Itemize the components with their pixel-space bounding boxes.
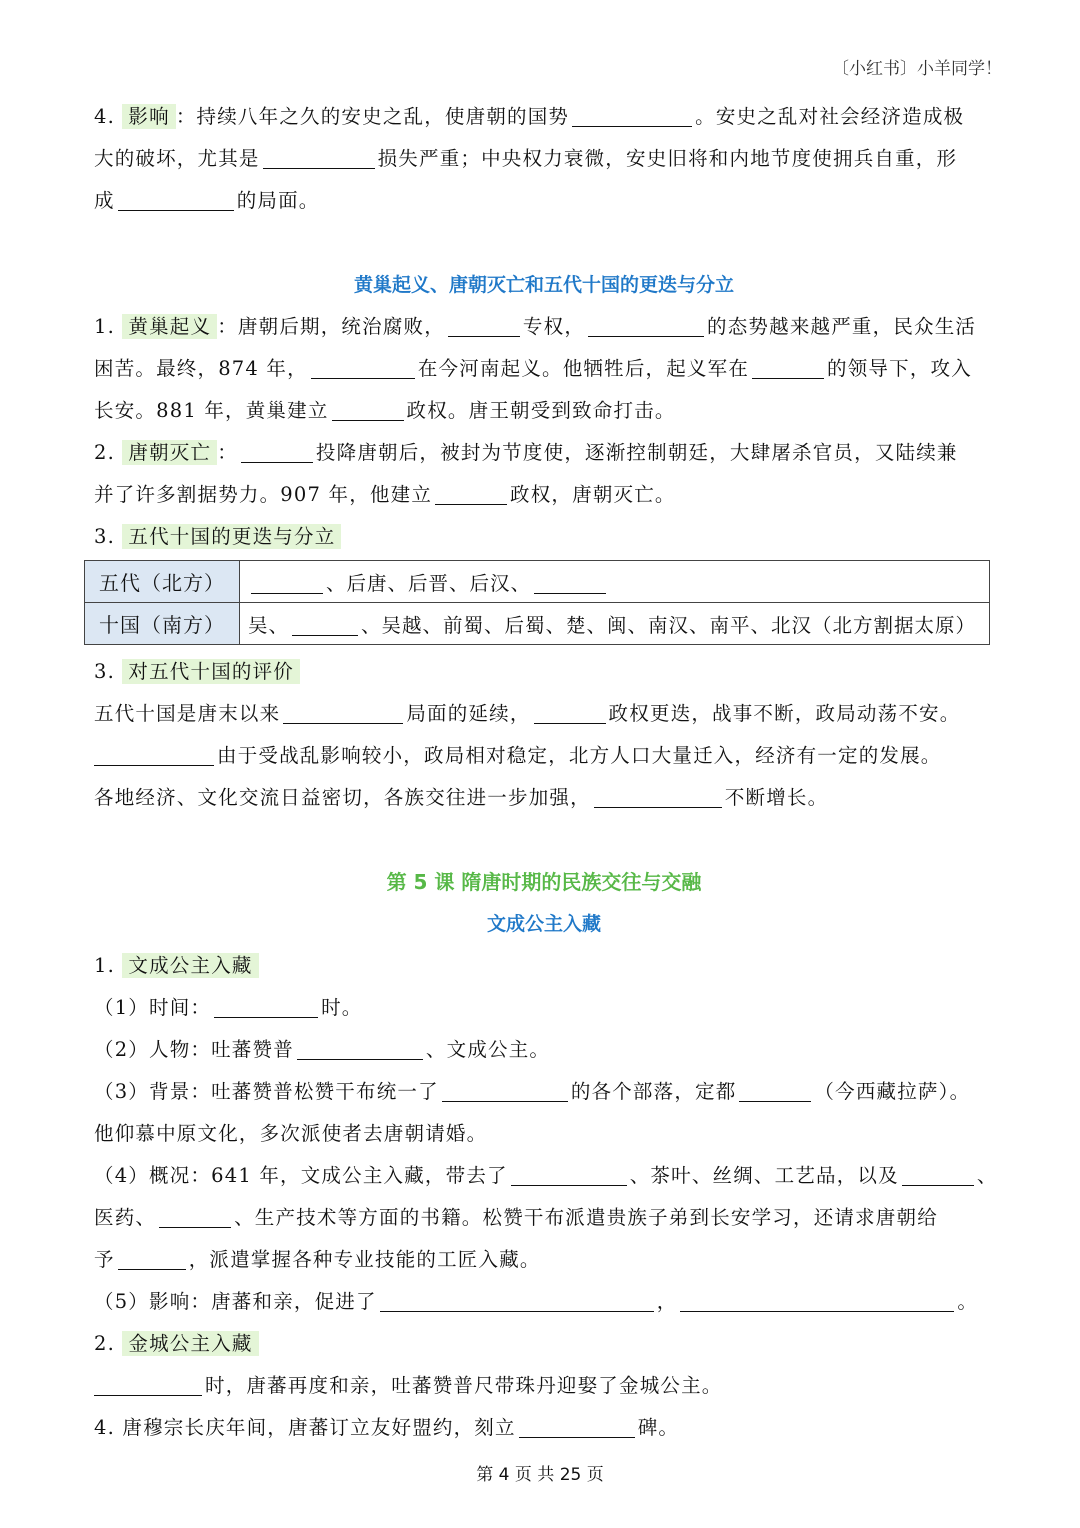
jincheng-heading: 2. 金城公主入藏 bbox=[94, 1323, 994, 1365]
blank[interactable] bbox=[94, 1373, 202, 1396]
blank[interactable] bbox=[311, 356, 415, 379]
jincheng-line: 时，唐蕃再度和亲，吐蕃赞普尺带珠丹迎娶了金城公主。 bbox=[94, 1365, 994, 1407]
huangchao-line-3: 长安。881 年，黄巢建立 政权。唐王朝受到致命打击。 bbox=[94, 399, 676, 422]
blank[interactable] bbox=[739, 1079, 811, 1102]
blank[interactable] bbox=[680, 1289, 954, 1312]
row-head-five-dynasties: 五代（北方） bbox=[85, 561, 240, 603]
wencheng-label: 文成公主入藏 bbox=[122, 953, 258, 978]
blank[interactable] bbox=[118, 1247, 186, 1270]
wencheng-people: （2）人物：吐蕃赞普 、文成公主。 bbox=[94, 1038, 551, 1061]
row-body-ten-kingdoms: 吴、 、吴越、前蜀、后蜀、楚、闽、南汉、南平、北汉（北方割据太原） bbox=[240, 603, 990, 645]
blank[interactable] bbox=[448, 314, 520, 337]
blank[interactable] bbox=[435, 482, 507, 505]
blank[interactable] bbox=[159, 1205, 231, 1228]
blank[interactable] bbox=[283, 701, 403, 724]
dynasties-table bbox=[84, 560, 990, 645]
tang-fall-line-2: 并了许多割据势力。907 年，他建立 政权，唐朝灭亡。 bbox=[94, 483, 676, 506]
tang-fall-line-1: 2. 唐朝灭亡 ： 投降唐朝后，被封为节度使，逐渐控制朝廷，大肆屠杀官员，又陆续兼 bbox=[94, 441, 958, 464]
page-content bbox=[94, 96, 998, 1449]
influence-line-1: 4. 影响 ：持续八年之久的安史之乱，使唐朝的国势 。安史之乱对社会经济造成极 bbox=[94, 105, 965, 128]
wencheng-background-2: 他仰慕中原文化，多次派使者去唐朝请婚。 bbox=[94, 1122, 488, 1145]
blank[interactable] bbox=[902, 1163, 974, 1186]
section-title-huangchao: 黄巢起义、唐朝灭亡和五代十国的更迭与分立 bbox=[353, 274, 734, 296]
blank[interactable] bbox=[752, 356, 824, 379]
wencheng-background-1: （3）背景：吐蕃赞普松赞干布统一了 的各个部落，定都 （今西藏拉萨）。 bbox=[94, 1080, 971, 1103]
wencheng-overview-2: 医药、 、生产技术等方面的书籍。松赞干布派遣贵族子弟到长安学习，还请求唐朝给 bbox=[94, 1206, 938, 1229]
five-dynasties-heading: 3. 五代十国的更迭与分立 bbox=[94, 516, 994, 558]
alliance-line: 4. 唐穆宗长庆年间，唐蕃订立友好盟约，刻立 碑。 bbox=[94, 1416, 680, 1439]
blank[interactable] bbox=[534, 701, 606, 724]
influence-line-3: 成 的局面。 bbox=[94, 189, 320, 212]
blank[interactable] bbox=[214, 995, 318, 1018]
watermark: 〔小红书〕小羊同学！ bbox=[832, 59, 1002, 79]
evaluation-heading: 3. 对五代十国的评价 bbox=[94, 651, 994, 693]
lesson-title: 第 5 课 隋唐时期的民族交往与交融 bbox=[386, 870, 702, 894]
table-row bbox=[85, 561, 990, 603]
blank[interactable] bbox=[292, 613, 358, 636]
huangchao-line-1: 1. 黄巢起义 ：唐朝后期，统治腐败， 专权， 的态势越来越严重，民众生活 bbox=[94, 315, 977, 338]
wencheng-overview-1: （4）概况：641 年，文成公主入藏，带去了 、茶叶、丝绸、工艺品，以及 、 bbox=[94, 1164, 998, 1187]
table-row bbox=[85, 603, 990, 645]
evaluation-line-3: 各地经济、文化交流日益密切，各族交往进一步加强， 不断增长。 bbox=[94, 786, 829, 809]
wencheng-impact: （5）影响：唐蕃和亲，促进了 ， 。 bbox=[94, 1290, 979, 1313]
wencheng-heading: 1. 文成公主入藏 bbox=[94, 945, 994, 987]
blank[interactable] bbox=[251, 571, 323, 594]
five-dynasties-label: 五代十国的更迭与分立 bbox=[122, 524, 341, 549]
blank[interactable] bbox=[442, 1079, 568, 1102]
jincheng-label: 金城公主入藏 bbox=[122, 1331, 258, 1356]
blank[interactable] bbox=[534, 571, 606, 594]
blank[interactable] bbox=[572, 104, 692, 127]
blank[interactable] bbox=[594, 785, 722, 808]
blank[interactable] bbox=[94, 743, 214, 766]
evaluation-label: 对五代十国的评价 bbox=[122, 659, 300, 684]
blank[interactable] bbox=[588, 314, 704, 337]
influence-line-2: 大的破坏，尤其是 损失严重；中央权力衰微，安史旧将和内地节度使拥兵自重，形 bbox=[94, 147, 958, 170]
section-title-wencheng: 文成公主入藏 bbox=[486, 913, 601, 935]
row-head-ten-kingdoms: 十国（南方） bbox=[85, 603, 240, 645]
blank[interactable] bbox=[118, 188, 234, 211]
row-body-five-dynasties: 、后唐、后晋、后汉、 bbox=[240, 561, 990, 603]
evaluation-line-1: 五代十国是唐末以来 局面的延续， 政权更迭，战事不断，政局动荡不安。 bbox=[94, 702, 961, 725]
tang-fall-label: 唐朝灭亡 bbox=[122, 440, 217, 465]
blank[interactable] bbox=[380, 1289, 654, 1312]
blank[interactable] bbox=[297, 1037, 423, 1060]
wencheng-time: （1）时间： 时。 bbox=[94, 996, 363, 1019]
evaluation-line-2: 由于受战乱影响较小，政局相对稳定，北方人口大量迁入，经济有一定的发展。 bbox=[94, 735, 994, 777]
blank[interactable] bbox=[519, 1415, 635, 1438]
huangchao-line-2: 困苦。最终，874 年， 在今河南起义。他牺牲后，起义军在 的领导下，攻入 bbox=[94, 357, 972, 380]
blank[interactable] bbox=[263, 146, 375, 169]
influence-label: 影响 bbox=[122, 104, 175, 129]
blank[interactable] bbox=[241, 440, 313, 463]
blank[interactable] bbox=[332, 398, 404, 421]
page-footer: 第 4 页 共 25 页 bbox=[476, 1465, 604, 1485]
blank[interactable] bbox=[511, 1163, 627, 1186]
wencheng-overview-3: 予 ，派遣掌握各种专业技能的工匠入藏。 bbox=[94, 1248, 541, 1271]
huangchao-label: 黄巢起义 bbox=[122, 314, 217, 339]
